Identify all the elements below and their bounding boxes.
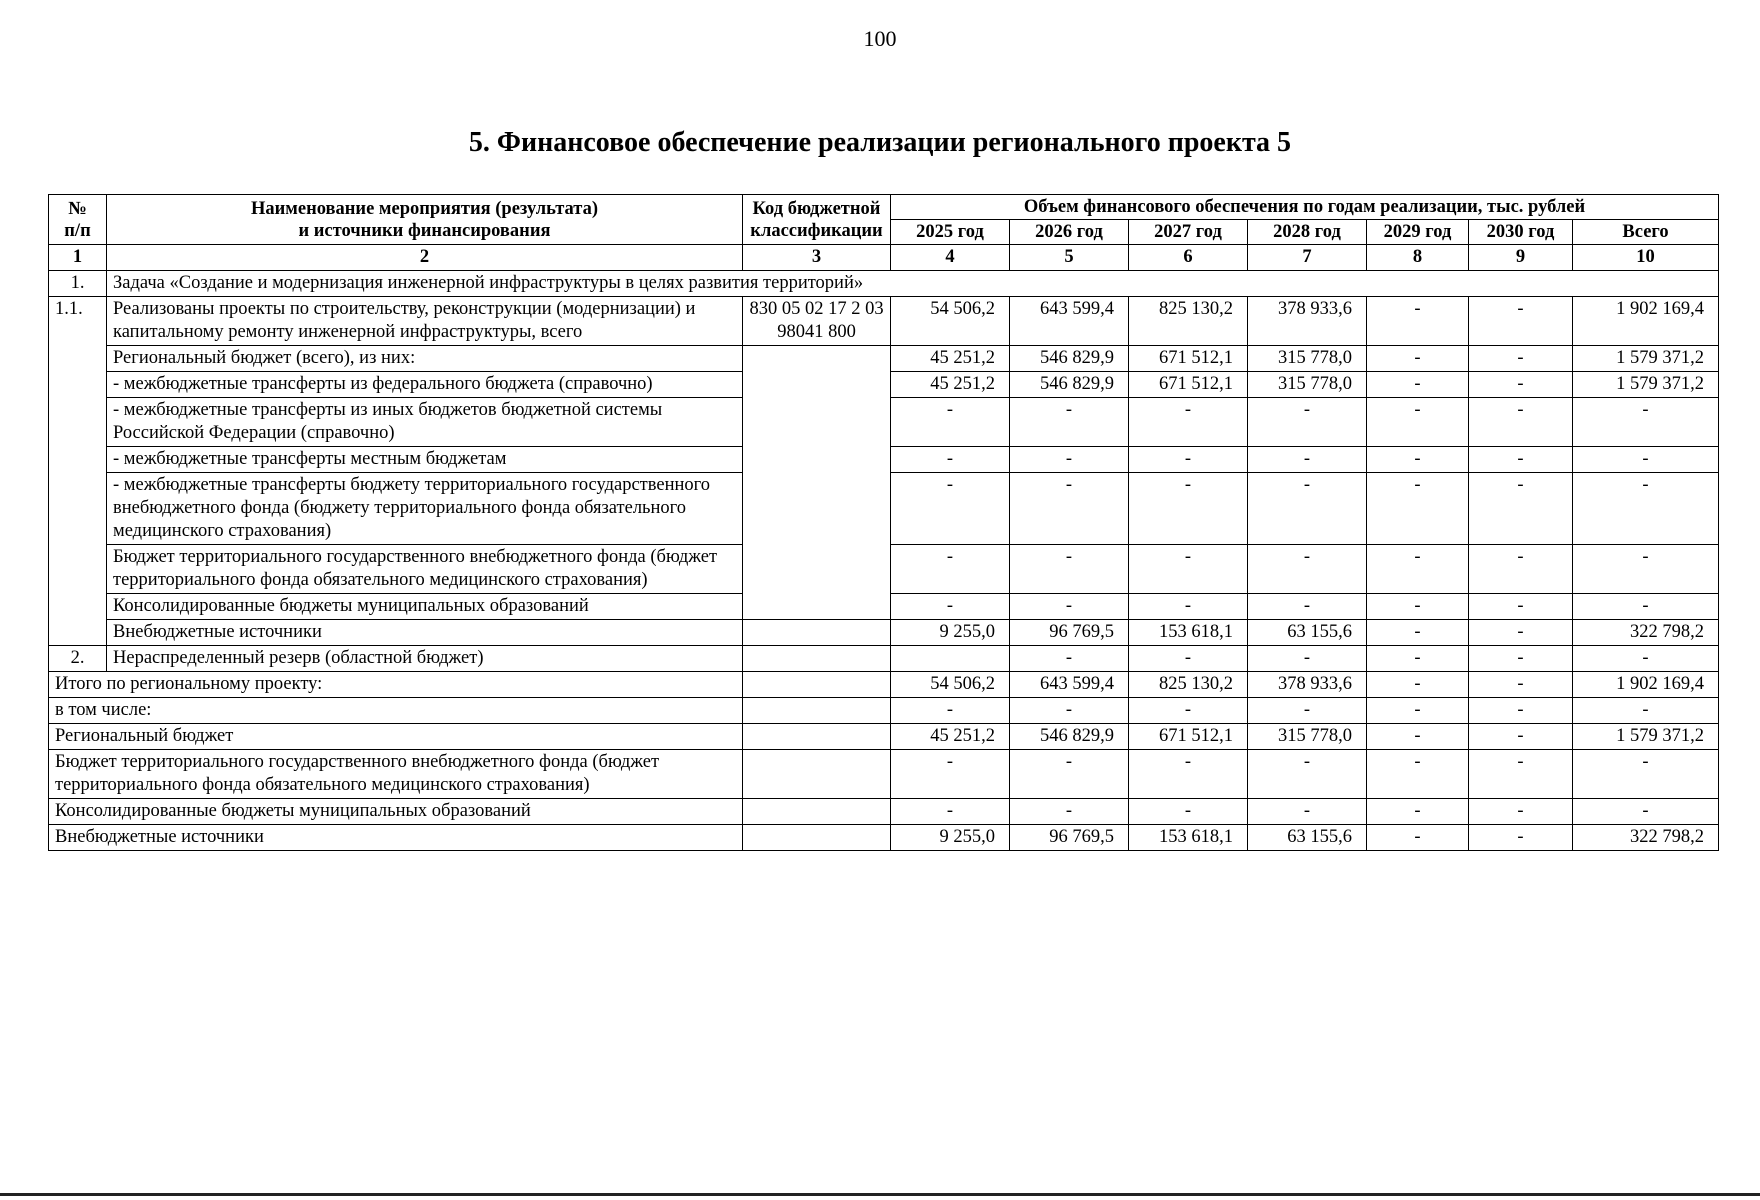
- value-cell: -: [1248, 398, 1367, 447]
- value-cell: -: [1469, 672, 1573, 698]
- value-cell: -: [1010, 698, 1129, 724]
- total-name: Региональный бюджет: [49, 724, 743, 750]
- value-cell: -: [1129, 473, 1248, 545]
- row-name: Бюджет территориального государственного внебюджетного фонда (бюджет территориального фонда обязательного медицинского страхования): [107, 545, 743, 594]
- value-cell: -: [1010, 799, 1129, 825]
- table-row: [49, 620, 1719, 646]
- budget-code-empty: [743, 799, 891, 825]
- column-number: 10: [1573, 245, 1719, 271]
- value-cell: -: [1129, 799, 1248, 825]
- value-cell: 315 778,0: [1248, 724, 1367, 750]
- total-name: Бюджет территориального государственного внебюджетного фонда (бюджет территориального фонда обязательного медицинского страхования): [49, 750, 743, 799]
- value-cell: 322 798,2: [1573, 620, 1719, 646]
- value-cell: 378 933,6: [1248, 672, 1367, 698]
- value-cell: -: [1367, 825, 1469, 851]
- table-row: [49, 646, 1719, 672]
- value-cell: -: [1573, 698, 1719, 724]
- header-year: 2026 год: [1010, 220, 1129, 245]
- row-name: - межбюджетные трансферты бюджету территориального государственного внебюджетного фонда (бюджету территориального фонда обязательного медицинского страхования): [107, 473, 743, 545]
- value-cell: -: [891, 750, 1010, 799]
- total-name: Внебюджетные источники: [49, 825, 743, 851]
- budget-code-empty: [743, 672, 891, 698]
- row-name: Региональный бюджет (всего), из них:: [107, 346, 743, 372]
- value-cell: -: [1248, 799, 1367, 825]
- header-year: 2025 год: [891, 220, 1010, 245]
- value-cell: 825 130,2: [1129, 672, 1248, 698]
- value-cell: -: [1469, 297, 1573, 346]
- total-row: [49, 750, 1719, 799]
- table-body: [49, 271, 1719, 851]
- value-cell: 63 155,6: [1248, 620, 1367, 646]
- value-cell: -: [1367, 372, 1469, 398]
- value-cell: -: [1129, 398, 1248, 447]
- value-cell: -: [1010, 594, 1129, 620]
- value-cell: -: [891, 594, 1010, 620]
- value-cell: -: [1129, 750, 1248, 799]
- total-name: Итого по региональному проекту:: [49, 672, 743, 698]
- document-title: 5. Финансовое обеспечение реализации регионального проекта 5: [468, 127, 1292, 158]
- header-name: [107, 195, 743, 245]
- value-cell: 45 251,2: [891, 346, 1010, 372]
- value-cell: 671 512,1: [1129, 346, 1248, 372]
- value-cell: 378 933,6: [1248, 297, 1367, 346]
- value-cell: -: [1469, 620, 1573, 646]
- value-cell: -: [1248, 594, 1367, 620]
- row-number: 1.1.: [49, 297, 107, 646]
- total-row: [49, 825, 1719, 851]
- value-cell: -: [1129, 447, 1248, 473]
- total-name: Консолидированные бюджеты муниципальных образований: [49, 799, 743, 825]
- column-number: 2: [107, 245, 743, 271]
- value-cell: 546 829,9: [1010, 372, 1129, 398]
- value-cell: -: [1469, 646, 1573, 672]
- value-cell: -: [1469, 825, 1573, 851]
- value-cell: -: [1129, 698, 1248, 724]
- value-cell: -: [1010, 545, 1129, 594]
- value-cell: -: [1367, 545, 1469, 594]
- value-cell: 546 829,9: [1010, 346, 1129, 372]
- row-name: Нераспределенный резерв (областной бюджет): [107, 646, 743, 672]
- budget-code-empty: [743, 750, 891, 799]
- row-name: Внебюджетные источники: [107, 620, 743, 646]
- value-cell: -: [1367, 398, 1469, 447]
- column-number: 3: [743, 245, 891, 271]
- value-cell: -: [1367, 646, 1469, 672]
- row-name: Реализованы проекты по строительству, реконструкции (модернизации) и капитальному ремонту инженерной инфраструктуры, всего: [107, 297, 743, 346]
- value-cell: 322 798,2: [1573, 825, 1719, 851]
- value-cell: -: [1129, 646, 1248, 672]
- value-cell: 546 829,9: [1010, 724, 1129, 750]
- table-row: [49, 297, 1719, 346]
- value-cell: 643 599,4: [1010, 297, 1129, 346]
- value-cell: -: [1469, 372, 1573, 398]
- header-code: Код бюджетной классификации: [743, 195, 891, 245]
- column-number: 5: [1010, 245, 1129, 271]
- task-row: [49, 271, 1719, 297]
- value-cell: 96 769,5: [1010, 825, 1129, 851]
- value-cell: -: [891, 545, 1010, 594]
- value-cell: 54 506,2: [891, 672, 1010, 698]
- column-number: 6: [1129, 245, 1248, 271]
- value-cell: 1 902 169,4: [1573, 297, 1719, 346]
- value-cell: -: [1367, 346, 1469, 372]
- value-cell: -: [1367, 447, 1469, 473]
- value-cell: -: [891, 799, 1010, 825]
- value-cell: 153 618,1: [1129, 825, 1248, 851]
- value-cell: -: [1010, 398, 1129, 447]
- header-year: 2029 год: [1367, 220, 1469, 245]
- budget-code-empty: [743, 620, 891, 646]
- value-cell: -: [1367, 620, 1469, 646]
- value-cell: 643 599,4: [1010, 672, 1129, 698]
- budget-code: 830 05 02 17 2 03 98041 800: [743, 297, 891, 346]
- value-cell: -: [1367, 297, 1469, 346]
- value-cell: -: [1367, 698, 1469, 724]
- value-cell: -: [1573, 473, 1719, 545]
- value-cell: 1 579 371,2: [1573, 372, 1719, 398]
- value-cell: -: [1367, 799, 1469, 825]
- value-cell: -: [1129, 545, 1248, 594]
- value-cell: -: [1248, 646, 1367, 672]
- task-number: 1.: [49, 271, 107, 297]
- header-year: 2030 год: [1469, 220, 1573, 245]
- value-cell: -: [1367, 750, 1469, 799]
- total-row: [49, 724, 1719, 750]
- value-cell: 671 512,1: [1129, 724, 1248, 750]
- row-name: Консолидированные бюджеты муниципальных образований: [107, 594, 743, 620]
- value-cell: [891, 646, 1010, 672]
- value-cell: -: [1367, 672, 1469, 698]
- column-number: 7: [1248, 245, 1367, 271]
- value-cell: -: [1010, 473, 1129, 545]
- value-cell: 1 902 169,4: [1573, 672, 1719, 698]
- value-cell: -: [1573, 447, 1719, 473]
- value-cell: 1 579 371,2: [1573, 346, 1719, 372]
- value-cell: -: [1010, 646, 1129, 672]
- value-cell: -: [1367, 724, 1469, 750]
- value-cell: 54 506,2: [891, 297, 1010, 346]
- header-name-line1: Наименование мероприятия (результата): [250, 198, 599, 219]
- value-cell: -: [1010, 447, 1129, 473]
- budget-code-empty: [743, 698, 891, 724]
- value-cell: -: [1469, 473, 1573, 545]
- total-row: [49, 672, 1719, 698]
- value-cell: 153 618,1: [1129, 620, 1248, 646]
- value-cell: 9 255,0: [891, 825, 1010, 851]
- value-cell: -: [1469, 398, 1573, 447]
- total-name: в том числе:: [49, 698, 743, 724]
- value-cell: 825 130,2: [1129, 297, 1248, 346]
- value-cell: -: [1248, 545, 1367, 594]
- header-year: 2027 год: [1129, 220, 1248, 245]
- value-cell: 315 778,0: [1248, 346, 1367, 372]
- value-cell: -: [1469, 799, 1573, 825]
- budget-code-empty: [743, 646, 891, 672]
- column-number: 1: [49, 245, 107, 271]
- budget-code-empty: [743, 724, 891, 750]
- value-cell: -: [1469, 724, 1573, 750]
- value-cell: -: [1573, 799, 1719, 825]
- value-cell: 671 512,1: [1129, 372, 1248, 398]
- column-number: 8: [1367, 245, 1469, 271]
- header-row-1: [49, 195, 1719, 220]
- value-cell: -: [1573, 398, 1719, 447]
- value-cell: -: [1129, 594, 1248, 620]
- page-number: 100: [863, 26, 897, 51]
- value-cell: -: [1469, 545, 1573, 594]
- value-cell: -: [891, 473, 1010, 545]
- value-cell: 1 579 371,2: [1573, 724, 1719, 750]
- table-row: [49, 346, 1719, 372]
- row-name: - межбюджетные трансферты местным бюджетам: [107, 447, 743, 473]
- row-number: 2.: [49, 646, 107, 672]
- header-total: Всего: [1573, 220, 1719, 245]
- value-cell: 63 155,6: [1248, 825, 1367, 851]
- row-name: - межбюджетные трансферты из иных бюджетов бюджетной системы Российской Федерации (справочно): [107, 398, 743, 447]
- value-cell: 45 251,2: [891, 372, 1010, 398]
- value-cell: 315 778,0: [1248, 372, 1367, 398]
- value-cell: 9 255,0: [891, 620, 1010, 646]
- value-cell: -: [1469, 346, 1573, 372]
- value-cell: -: [1469, 447, 1573, 473]
- value-cell: -: [1248, 473, 1367, 545]
- value-cell: -: [1573, 750, 1719, 799]
- value-cell: -: [1469, 698, 1573, 724]
- header-name-line2: и источники финансирования: [298, 220, 551, 241]
- value-cell: -: [1248, 698, 1367, 724]
- header-volume: Объем финансового обеспечения по годам реализации, тыс. рублей: [891, 195, 1719, 220]
- total-row: [49, 799, 1719, 825]
- row-name: - межбюджетные трансферты из федерального бюджета (справочно): [107, 372, 743, 398]
- value-cell: -: [1469, 750, 1573, 799]
- header-row-numbers: [49, 245, 1719, 271]
- value-cell: -: [1367, 594, 1469, 620]
- column-number: 4: [891, 245, 1010, 271]
- financing-table: [48, 194, 1719, 851]
- value-cell: 45 251,2: [891, 724, 1010, 750]
- value-cell: -: [1248, 447, 1367, 473]
- value-cell: -: [1573, 594, 1719, 620]
- value-cell: 96 769,5: [1010, 620, 1129, 646]
- value-cell: -: [891, 698, 1010, 724]
- column-number: 9: [1469, 245, 1573, 271]
- value-cell: -: [1469, 594, 1573, 620]
- value-cell: -: [1573, 545, 1719, 594]
- task-text: Задача «Создание и модернизация инженерной инфраструктуры в целях развития территорий»: [107, 271, 1719, 297]
- budget-code-empty: [743, 346, 891, 620]
- value-cell: -: [1367, 473, 1469, 545]
- total-row: [49, 698, 1719, 724]
- value-cell: -: [1573, 646, 1719, 672]
- value-cell: -: [891, 398, 1010, 447]
- value-cell: -: [1010, 750, 1129, 799]
- budget-code-empty: [743, 825, 891, 851]
- header-num: № п/п: [49, 195, 107, 245]
- bottom-rule: [0, 1193, 1760, 1196]
- value-cell: -: [1248, 750, 1367, 799]
- value-cell: -: [891, 447, 1010, 473]
- header-year: 2028 год: [1248, 220, 1367, 245]
